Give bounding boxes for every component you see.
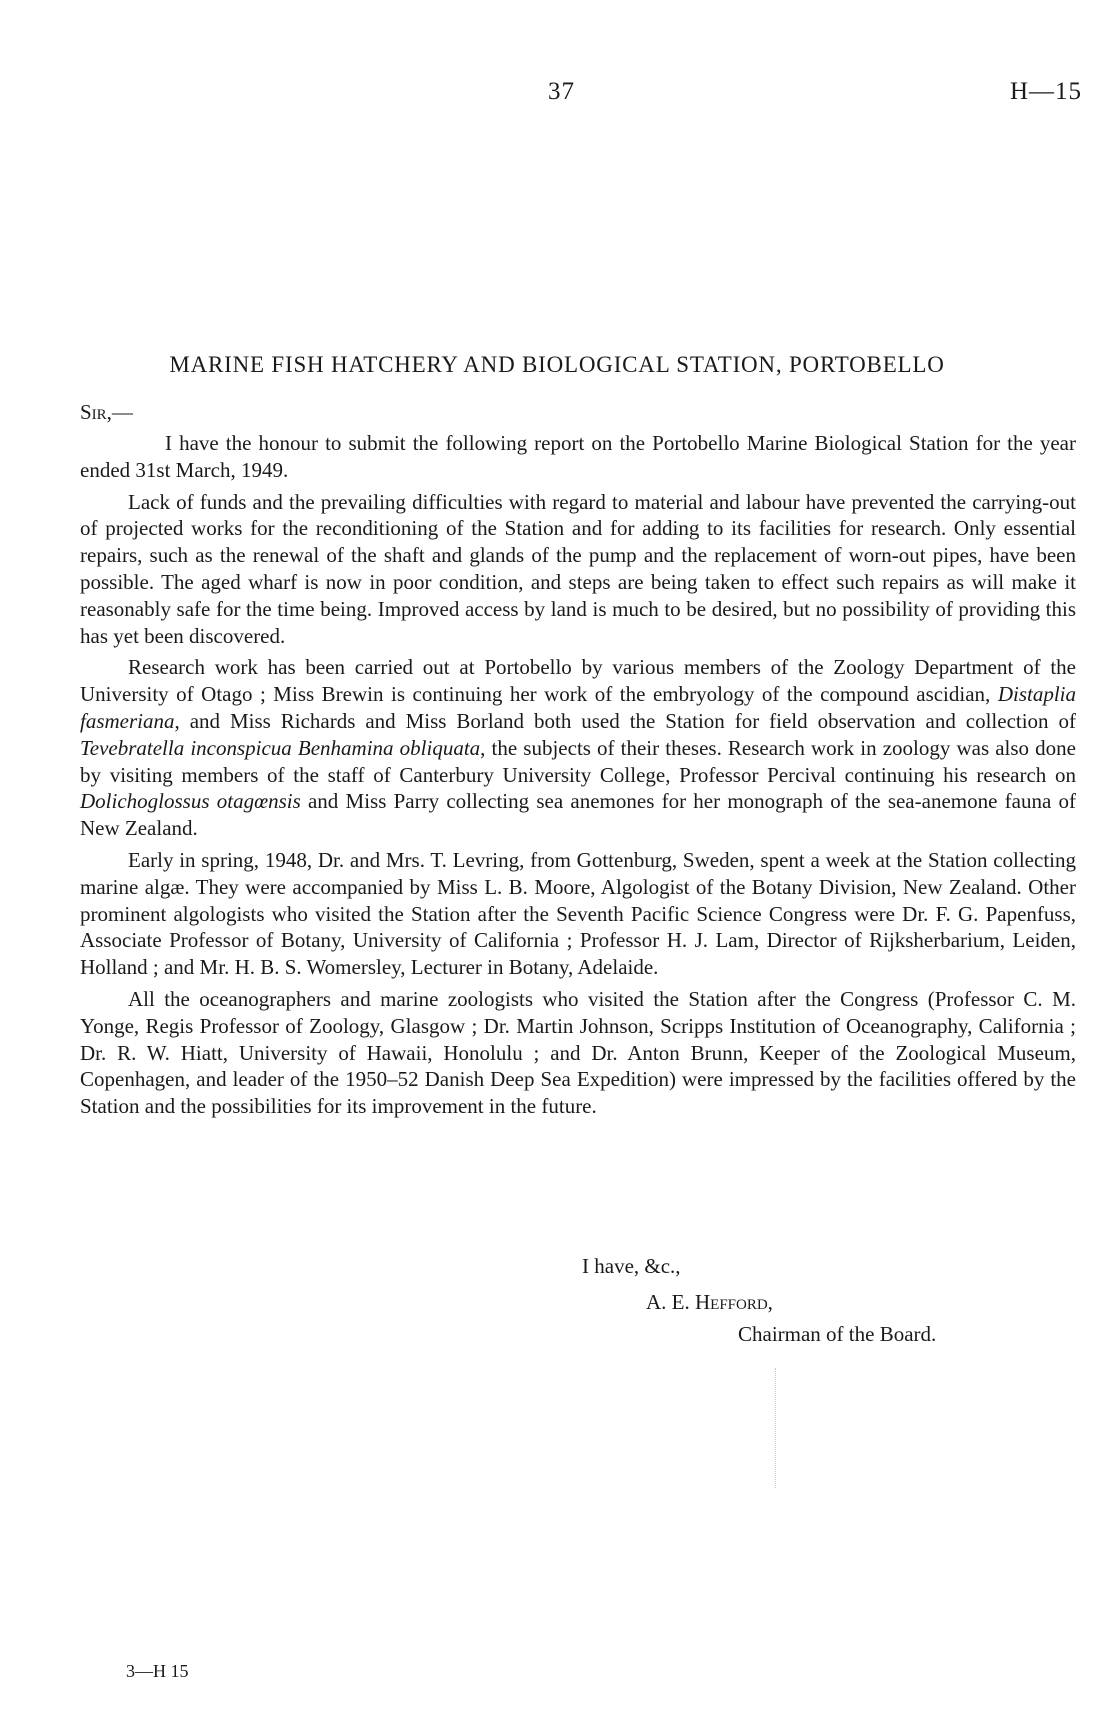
signer-position: Chairman of the Board. xyxy=(738,1322,937,1346)
paragraph-text: and Miss Parry collecting sea anemones for her monograph of the sea-anemone fauna of New Zealand. xyxy=(80,789,1077,841)
species-name: Tevebratella inconspicua Benhamina obliquata xyxy=(80,735,481,760)
paragraph-text: , the subjects of their theses. Research work in zoology was also done by visiting members of the staff of Canterbury University College, Professor Percival continuing his research on xyxy=(80,735,1076,787)
paragraph-text: I have the honour to submit the following report on the Portobello Marine Biological Station for the year ended 31st March, 1949. xyxy=(80,431,1076,482)
report-code: H—15 xyxy=(1009,78,1082,105)
scan-artifact xyxy=(775,1368,780,1488)
paragraph-text: Early in spring, 1948, Dr. and Mrs. T. Levring, from Gottenburg, Sweden, spent a week at the Station collecting marine algæ. They were accompanied by Miss L. B. Moore, Algologist of the Botany Division, New Zealand. Other prominent algologists who visited the Station after the Seventh Pacific Science Congress were Dr. F. G. Papenfuss, Associate Professor of Botany, University of California ; Professor H. J. Lam, Director of Rijksherbarium, Leiden, Holland ; and Mr. H. B. S. Womersley, Lecturer in Botany, Adelaide. xyxy=(80,847,1076,980)
report-body xyxy=(80,430,1076,1125)
salutation: Sir,— xyxy=(80,400,133,424)
paragraph-funds xyxy=(80,489,1076,650)
page-number: 37 xyxy=(548,78,575,105)
paragraph-oceanographers xyxy=(80,986,1076,1120)
paragraph-visitors xyxy=(80,847,1076,981)
paragraph-text: Lack of funds and the prevailing difficulties with regard to material and labour have prevented the carrying-out of projected works for the reconditioning of the Station and for adding to its facilities for research. Only essential repairs, such as the renewal of the shaft and glands of the pump and the replacement of worn-out pipes, have been possible. The aged wharf is now in poor condition, and steps are being taken to effect such repairs as will make it reasonably safe for the time being. Improved access by land is much to be desired, but no possibility of providing this has yet been discovered. xyxy=(80,489,1076,648)
document-title: MARINE FISH HATCHERY AND BIOLOGICAL STATION, PORTOBELLO xyxy=(169,352,945,377)
paragraph-intro xyxy=(80,430,1076,484)
footer-signature-mark: 3—H 15 xyxy=(126,1661,189,1681)
species-name: Dolichoglossus otagœnsis xyxy=(80,789,301,814)
paragraph-text: All the oceanographers and marine zoologists who visited the Station after the Congress (Professor C. M. Yonge, Regis Professor of Zoology, Glasgow ; Dr. Martin Johnson, Scripps Institution of Oceanography, California ; Dr. R. W. Hiatt, University of Hawaii, Honolulu ; and Dr. Anton Brunn, Keeper of the Zoological Museum, Copenhagen, and leader of the 1950–52 Danish Deep Sea Expedition) were impressed by the facilities offered by the Station and the possibilities for its improvement in the future. xyxy=(80,986,1076,1119)
signer-name: A. E. Hefford, xyxy=(646,1290,773,1314)
species-name: Distaplia fasmeriana xyxy=(80,682,1076,733)
closing-line: I have, &c., xyxy=(582,1254,681,1278)
paragraph-text: Research work has been carried out at Portobello by various members of the Zoology Department of the University of Otago ; Miss Brewin is continuing her work of the embryology of the compound ascidian, xyxy=(80,655,1076,707)
paragraph-research xyxy=(80,654,1076,842)
paragraph-text: , and Miss Richards and Miss Borland both used the Station for field observation and collection of xyxy=(174,708,1076,733)
